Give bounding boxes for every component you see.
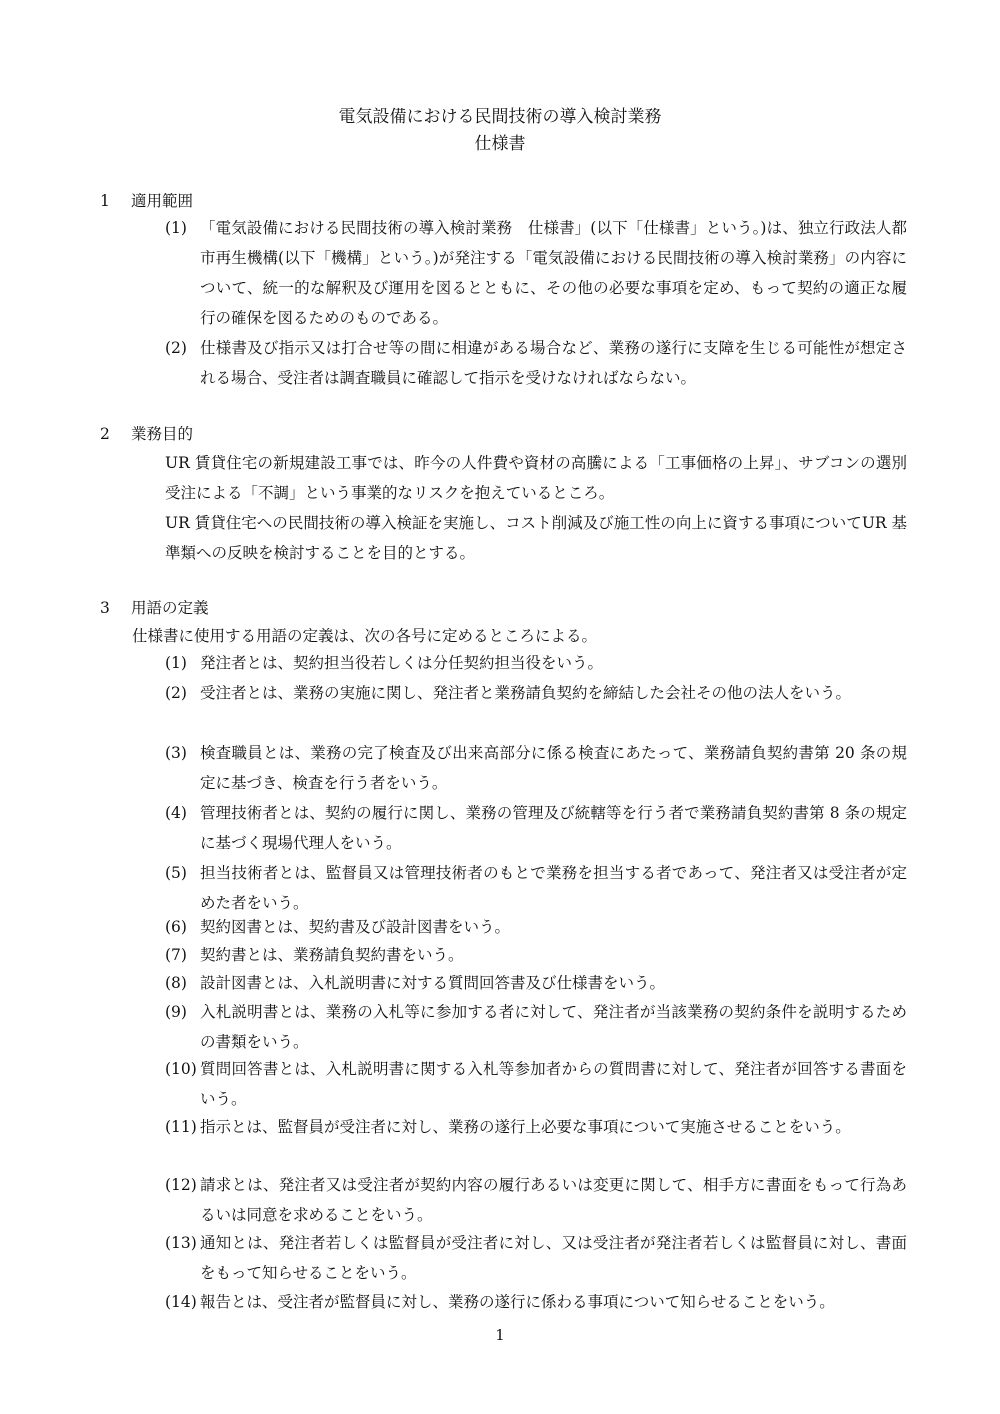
item-text: 管理技術者とは、契約の履行に関し、業務の管理及び統轄等を行う者で業務請負契約書第 8 条の規定に基づく現場代理人をいう。: [200, 804, 907, 852]
item-label: (4): [165, 804, 187, 822]
definition-item-12: [165, 1170, 907, 1230]
item-label: (13): [165, 1234, 197, 1252]
item-label: (1): [165, 219, 187, 237]
item-label: (7): [165, 946, 187, 964]
item-label: (3): [165, 744, 187, 762]
section-1-item-2: [165, 333, 907, 393]
item-text: 通知とは、発注者若しくは監督員が受注者に対し、又は受注者が発注者若しくは監督員に対し、書面をもって知らせることをいう。: [200, 1234, 907, 1282]
section-title: 業務目的: [131, 425, 194, 443]
section-1-item-1: [165, 213, 907, 333]
definition-item-11: [165, 1112, 907, 1142]
item-label: (2): [165, 684, 187, 702]
definition-item-9: [165, 997, 907, 1057]
item-text: 発注者とは、契約担当役若しくは分任契約担当役をいう。: [200, 654, 604, 672]
definition-item-6: [165, 912, 907, 942]
item-text: 受注者とは、業務の実施に関し、発注者と業務請負契約を締結した会社その他の法人をいう。: [200, 684, 852, 702]
definition-item-13: [165, 1228, 907, 1288]
item-text: 報告とは、受注者が監督員に対し、業務の遂行に係わる事項について知らせることをいう。: [200, 1293, 835, 1311]
item-label: (9): [165, 1003, 187, 1021]
definition-item-10: [165, 1054, 907, 1114]
item-text: 契約書とは、業務請負契約書をいう。: [200, 946, 464, 964]
item-text: 契約図書とは、契約書及び設計図書をいう。: [200, 918, 511, 936]
item-text: 質問回答書とは、入札説明書に関する入札等参加者からの質問書に対して、発注者が回答する書面をいう。: [200, 1060, 907, 1108]
definition-item-4: [165, 798, 907, 858]
item-label: (1): [165, 654, 187, 672]
section-2-heading: [100, 423, 193, 445]
definition-item-14: [165, 1287, 907, 1317]
item-label: (10): [165, 1060, 197, 1078]
section-2-paragraph-1: UR 賃貸住宅の新規建設工事では、昨今の人件費や資材の高騰による「工事価格の上昇」、サブコンの選別受注による「不調」という事業的なリスクを抱えているところ。: [165, 454, 907, 502]
item-label: (2): [165, 339, 187, 357]
item-text: 設計図書とは、入札説明書に対する質問回答書及び仕様書をいう。: [200, 974, 666, 992]
item-label: (6): [165, 918, 187, 936]
section-number: 2: [100, 425, 110, 443]
section-title: 用語の定義: [131, 599, 209, 617]
section-1-heading: [100, 190, 193, 212]
definition-item-3: [165, 738, 907, 798]
item-label: (14): [165, 1293, 197, 1311]
item-text: 請求とは、発注者又は受注者が契約内容の履行あるいは変更に関して、相手方に書面をもって行為あるいは同意を求めることをいう。: [200, 1176, 907, 1224]
section-2-paragraph-2: UR 賃貸住宅への民間技術の導入検証を実施し、コスト削減及び施工性の向上に資する事項についてUR 基準類への反映を検討することを目的とする。: [165, 514, 907, 562]
item-text: 指示とは、監督員が受注者に対し、業務の遂行上必要な事項について実施させることをいう。: [200, 1118, 851, 1136]
definition-item-7: [165, 940, 907, 970]
section-number: 3: [100, 599, 110, 617]
item-text: 「電気設備における民間技術の導入検討業務 仕様書」(以下「仕様書」という。)は、独立行政法人都市再生機構(以下「機構」という。)が発注する「電気設備における民間技術の導入検討業務」の内容について、統一的な解釈及び運用を図るとともに、その他の必要な事項を定め、もって契約の適正な履行の確保を図るためのものである。: [200, 219, 907, 327]
item-text: 仕様書及び指示又は打合せ等の間に相違がある場合など、業務の遂行に支障を生じる可能性が想定される場合、受注者は調査職員に確認して指示を受けなければならない。: [200, 339, 907, 387]
section-title: 適用範囲: [131, 192, 194, 210]
section-number: 1: [100, 192, 110, 210]
item-text: 検査職員とは、業務の完了検査及び出来高部分に係る検査にあたって、業務請負契約書第 20 条の規定に基づき、検査を行う者をいう。: [200, 744, 907, 792]
section-3-heading: [100, 597, 209, 619]
section-3-intro: 仕様書に使用する用語の定義は、次の各号に定めるところによる。: [132, 627, 598, 645]
page-number: 1: [495, 1326, 505, 1344]
definition-item-5: [165, 858, 907, 918]
item-text: 担当技術者とは、監督員又は管理技術者のもとで業務を担当する者であって、発注者又は受注者が定めた者をいう。: [200, 864, 907, 912]
definition-item-1: [165, 648, 907, 678]
document-subtitle: 仕様書: [474, 134, 526, 154]
document-title: 電気設備における民間技術の導入検討業務: [338, 107, 662, 127]
item-label: (8): [165, 974, 187, 992]
definition-item-8: [165, 968, 907, 998]
definition-item-2: [165, 678, 907, 708]
item-label: (11): [165, 1118, 197, 1136]
item-text: 入札説明書とは、業務の入札等に参加する者に対して、発注者が当該業務の契約条件を説明するための書類をいう。: [200, 1003, 907, 1051]
item-label: (12): [165, 1176, 197, 1194]
item-label: (5): [165, 864, 187, 882]
